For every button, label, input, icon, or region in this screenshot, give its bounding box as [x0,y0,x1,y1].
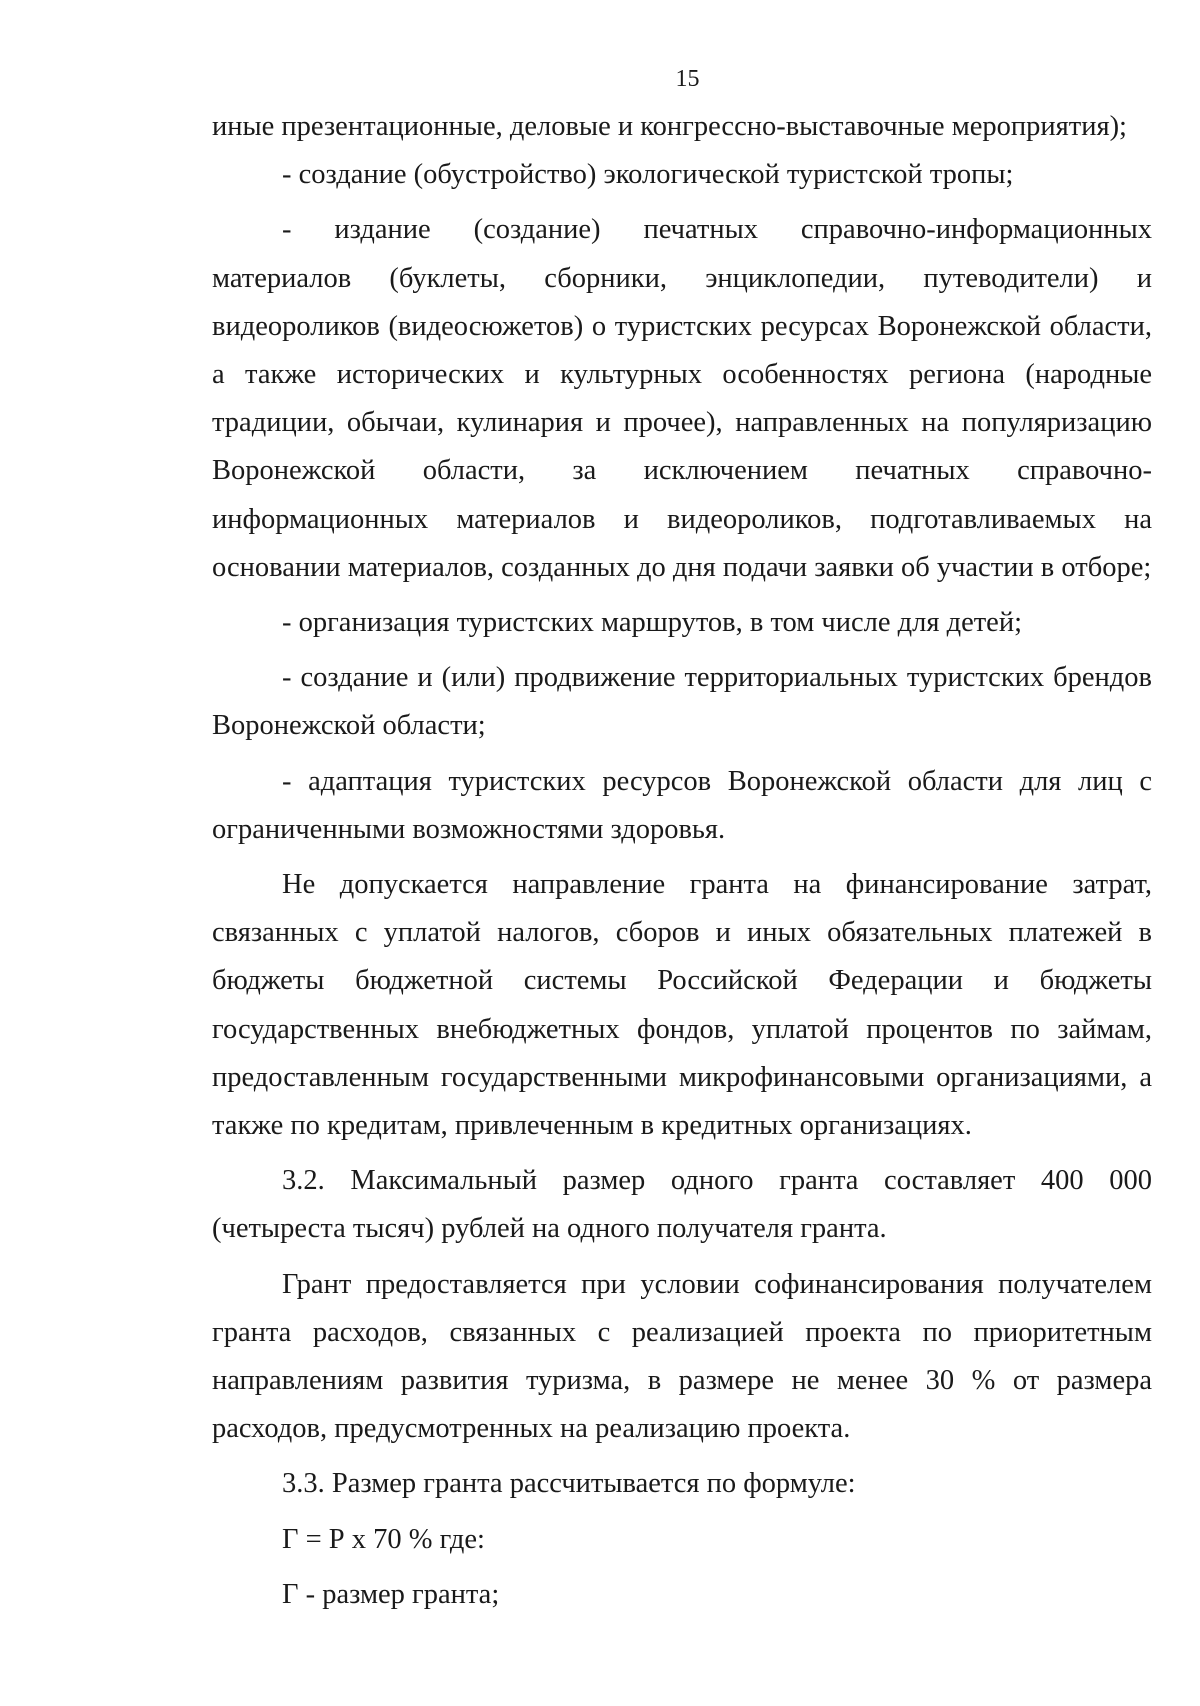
paragraph-tourist-brands: - создание и (или) продвижение территориальных туристских брендов Воронежской области; [212,662,1152,742]
paragraph-eco-trail: - создание (обустройство) экологической туристской тропы; [282,159,1014,191]
paragraph-formula-intro: 3.3. Размер гранта рассчитывается по формуле: [282,1468,856,1500]
document-body [212,103,1152,1619]
paragraph-print-materials: - издание (создание) печатных справочно-информационных материалов (буклеты, сборники, энциклопедии, путеводители) и видеороликов (видеосюжетов) о туристских ресурсах Воронежской области, а также исторических и культурных особенностях региона (народные традиции, обычаи, кулинария и прочее), направленных на популяризацию Воронежской области, за исключением печатных справочно-информационных материалов и видеороликов, подготавливаемых на основании материалов, созданных до дня подачи заявки об участии в отборе; [212,214,1152,583]
paragraph-events-continuation: иные презентационные, деловые и конгрессно-выставочные мероприятия); [212,111,1127,142]
paragraph-tourist-routes: - организация туристских маршрутов, в том числе для детей; [282,607,1022,639]
page-number: 15 [675,66,700,92]
paragraph-formula: Г = Р х 70 % где: [282,1523,485,1555]
paragraph-formula-definition: Г - размер гранта; [282,1578,500,1610]
paragraph-accessibility: - адаптация туристских ресурсов Воронежской области для лиц с ограниченными возможностями здоровья. [212,765,1152,845]
paragraph-prohibited-expenses: Не допускается направление гранта на финансирование затрат, связанных с уплатой налогов, сборов и иных обязательных платежей в бюджеты бюджетной системы Российской Федерации и бюджеты государственных внебюджетных фондов, уплатой процентов по займам, предоставленным государственными микрофинансовыми организациями, а также по кредитам, привлеченным в кредитных организациях. [212,869,1152,1142]
paragraph-max-grant: 3.2. Максимальный размер одного гранта составляет 400 000 (четыреста тысяч) рублей на одного получателя гранта. [212,1165,1152,1245]
paragraph-cofinancing: Грант предоставляется при условии софинансирования получателем гранта расходов, связанных с реализацией проекта по приоритетным направлениям развития туризма, в размере не менее 30 % от размера расходов, предусмотренных на реализацию проекта. [212,1268,1152,1445]
